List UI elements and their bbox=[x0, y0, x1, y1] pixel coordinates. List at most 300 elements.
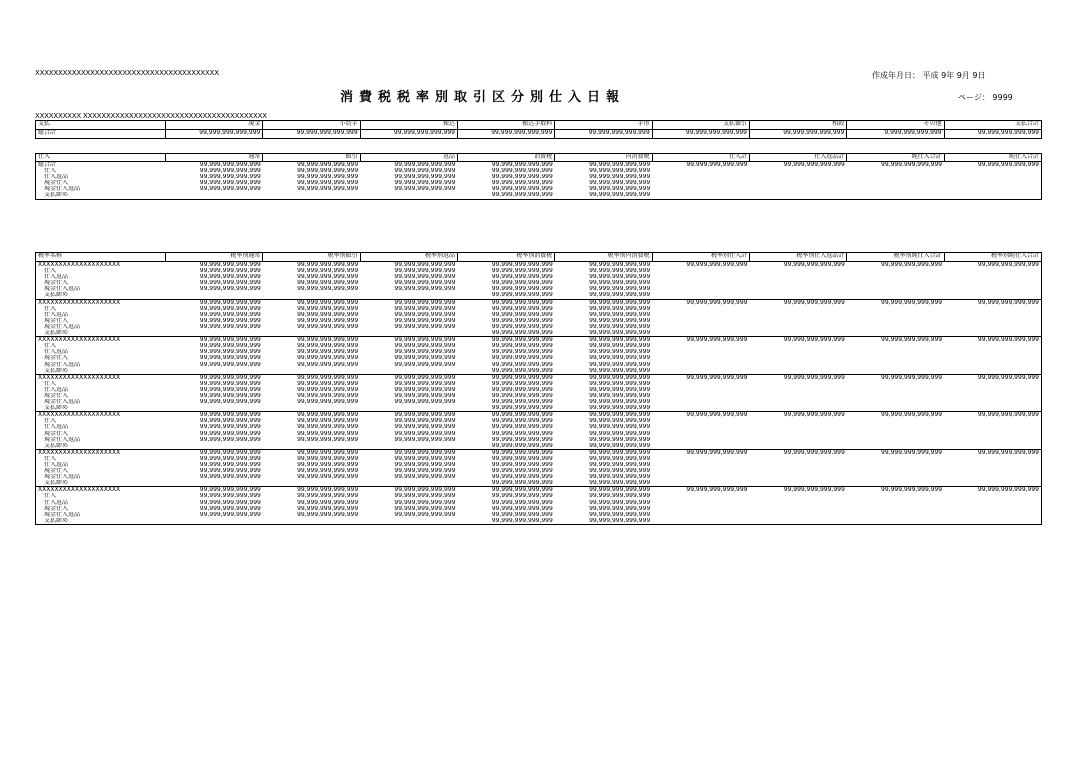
table-cell: 99,999,999,999,999 bbox=[491, 161, 553, 168]
table-cell: 99,999,999,999,999 bbox=[589, 280, 651, 287]
table-cell: 99,999,999,999,999 bbox=[686, 261, 748, 268]
table-cell: 99,999,999,999,999 bbox=[491, 268, 553, 275]
table-cell: 99,999,999,999,999 bbox=[491, 474, 553, 481]
table-cell: 99,999,999,999,999 bbox=[589, 286, 651, 293]
empty-cell bbox=[847, 330, 944, 337]
table-cell: 99,999,999,999,999 bbox=[491, 192, 553, 199]
table-cell: 99,999,999,999,999 bbox=[263, 130, 360, 139]
table-cell: 99,999,999,999,999 bbox=[394, 323, 456, 330]
empty-cell bbox=[944, 405, 1041, 412]
table-cell: 99,999,999,999,999 bbox=[491, 493, 553, 500]
table-cell: 99,999,999,999,999 bbox=[491, 330, 553, 337]
column-header: 振込 bbox=[360, 121, 457, 130]
table-cell: 99,999,999,999,999 bbox=[360, 337, 457, 344]
row-label: 現金仕入返品 bbox=[44, 436, 81, 443]
table-cell: 99,999,999,999,999 bbox=[491, 480, 553, 487]
table-cell: 99,999,999,999,999 bbox=[166, 449, 263, 456]
table-cell: 99,999,999,999,999 bbox=[589, 361, 651, 368]
table-cell: 99,999,999,999,999 bbox=[297, 186, 359, 193]
row-label: 現金仕入返品 bbox=[44, 361, 81, 368]
table-cell bbox=[166, 480, 263, 487]
table-cell: 99,999,999,999,999 bbox=[297, 280, 359, 287]
table-cell: 99,999,999,999,999 bbox=[589, 405, 651, 412]
column-header: 小切手 bbox=[263, 121, 360, 130]
row-label: 仕入返品 bbox=[44, 499, 69, 506]
row-label: 仕入 bbox=[44, 418, 57, 425]
table-cell: 99,999,999,999,999 bbox=[263, 487, 360, 494]
table-cell: 99,999,999,999,999 bbox=[783, 161, 845, 168]
created-date-label: 作成年月日： bbox=[872, 71, 920, 80]
empty-cell bbox=[847, 405, 944, 412]
table-cell: 99,999,999,999,999 bbox=[199, 305, 261, 312]
empty-cell bbox=[944, 480, 1041, 487]
empty-cell bbox=[944, 292, 1041, 299]
row-label: 支払締め bbox=[44, 367, 69, 374]
table-cell: 99,999,999,999,999 bbox=[394, 392, 456, 399]
table-cell: 99,999,999,999,999 bbox=[589, 367, 651, 374]
table-cell: 99,999,999,999,999 bbox=[394, 430, 456, 437]
row-label: 現金仕入 bbox=[44, 505, 69, 512]
table-cell: 99,999,999,999,999 bbox=[491, 468, 553, 475]
table-cell: 99,999,999,999,999 bbox=[589, 174, 651, 181]
empty-cell bbox=[847, 368, 944, 375]
payment-total-row bbox=[36, 130, 1042, 139]
table-cell: 99,999,999,999,999 bbox=[297, 268, 359, 275]
tax-group-row bbox=[36, 374, 1042, 381]
table-cell bbox=[166, 368, 263, 375]
table-cell: 99,999,999,999,999 bbox=[589, 505, 651, 512]
table-cell: 99,999,999,999,999 bbox=[394, 161, 456, 168]
tax-detail-row bbox=[36, 480, 1042, 487]
table-cell: 99,999,999,999,999 bbox=[360, 374, 457, 381]
table-cell: 99,999,999,999,999 bbox=[944, 374, 1041, 381]
table-cell bbox=[166, 405, 263, 412]
row-label: 現金仕入 bbox=[44, 468, 69, 475]
column-header: 税率別値引 bbox=[263, 253, 360, 262]
table-cell: 99,999,999,999,999 bbox=[555, 130, 652, 139]
table-cell: 99,999,999,999,999 bbox=[394, 455, 456, 462]
table-cell bbox=[166, 443, 263, 450]
table-cell: 99,999,999,999,999 bbox=[847, 374, 944, 381]
table-cell: 99,999,999,999,999 bbox=[589, 343, 651, 350]
table-cell: 99,999,999,999,999 bbox=[199, 468, 261, 475]
row-label: 仕入 bbox=[44, 455, 57, 462]
table-cell: 99,999,999,999,999 bbox=[199, 499, 261, 506]
table-cell: 99,999,999,999,999 bbox=[394, 274, 456, 281]
table-cell: 99,999,999,999,999 bbox=[394, 399, 456, 406]
table-cell: 99,999,999,999,999 bbox=[491, 380, 553, 387]
page-number bbox=[958, 92, 1013, 103]
table-cell: 99,999,999,999,999 bbox=[491, 292, 553, 299]
row-label: 仕入 bbox=[44, 268, 57, 275]
tax-detail-row bbox=[36, 443, 1042, 450]
table-cell: 99,999,999,999,999 bbox=[847, 412, 944, 419]
table-cell: 99,999,999,999,999 bbox=[394, 349, 456, 356]
row-label: 支払締め bbox=[44, 330, 69, 337]
row-label: 仕入返品 bbox=[44, 311, 69, 318]
table-cell: 99,999,999,999,999 bbox=[297, 511, 359, 518]
empty-cell bbox=[847, 192, 944, 199]
table-cell: 99,999,999,999,999 bbox=[457, 299, 554, 306]
table-cell: 99,999,999,999,999 bbox=[297, 161, 359, 168]
tax-rate-table bbox=[35, 252, 1042, 525]
column-header: 返品 bbox=[360, 154, 457, 162]
table-cell: 99,999,999,999,999 bbox=[589, 161, 651, 168]
page-number-value: 9999 bbox=[992, 93, 1013, 102]
table-cell: 99,999,999,999,999 bbox=[589, 386, 651, 393]
column-header: 税率別消費税 bbox=[457, 253, 554, 262]
table-cell: 99,999,999,999,999 bbox=[457, 130, 554, 139]
table-cell: 99,999,999,999,999 bbox=[394, 286, 456, 293]
purchase-header-row bbox=[36, 154, 1042, 162]
table-cell: 99,999,999,999,999 bbox=[199, 311, 261, 318]
table-cell bbox=[166, 292, 263, 299]
row-label: 仕入返品 bbox=[44, 462, 69, 468]
empty-cell bbox=[847, 518, 944, 525]
tax-rate-name: XXXXXXXXXXXXXXXXXXXX bbox=[36, 337, 166, 344]
table-cell: 99,999,999,999,999 bbox=[199, 355, 261, 362]
table-cell: 99,999,999,999,999 bbox=[394, 511, 456, 518]
table-cell: 99,999,999,999,999 bbox=[394, 180, 456, 187]
row-label: 現金仕入返品 bbox=[44, 186, 81, 193]
table-cell: 99,999,999,999,999 bbox=[199, 323, 261, 330]
row-label: 総合計 bbox=[38, 161, 57, 168]
table-cell: 99,999,999,999,999 bbox=[297, 505, 359, 512]
empty-cell bbox=[944, 368, 1041, 375]
empty-cell bbox=[652, 443, 749, 450]
table-cell: 99,999,999,999,999 bbox=[847, 449, 944, 456]
table-cell: 99,999,999,999,999 bbox=[749, 412, 846, 419]
column-header: 消費税 bbox=[457, 154, 554, 162]
row-label: 仕入 bbox=[44, 305, 57, 312]
row-label: 仕入返品 bbox=[44, 274, 69, 281]
tax-detail-row bbox=[36, 292, 1042, 299]
table-cell: 99,999,999,999,999 bbox=[199, 361, 261, 368]
table-cell: 99,999,999,999,999 bbox=[457, 412, 554, 419]
empty-cell bbox=[652, 405, 749, 412]
table-cell: 99,999,999,999,999 bbox=[199, 280, 261, 287]
column-header: 値引 bbox=[263, 154, 360, 162]
table-cell: 99,999,999,999,999 bbox=[944, 299, 1041, 306]
table-cell: 99,999,999,999,999 bbox=[589, 493, 651, 500]
table-cell bbox=[263, 480, 360, 487]
table-cell: 99,999,999,999,999 bbox=[457, 449, 554, 456]
row-label: 現金仕入返品 bbox=[44, 511, 81, 518]
table-cell: 99,999,999,999,999 bbox=[394, 468, 456, 475]
column-header: 税率別純仕入合計 bbox=[847, 253, 944, 262]
table-cell: 99,999,999,999,999 bbox=[199, 268, 261, 275]
row-label: 仕入 bbox=[44, 380, 57, 387]
table-cell: 99,999,999,999,999 bbox=[491, 311, 553, 318]
table-cell: 99,999,999,999,999 bbox=[491, 505, 553, 512]
table-cell: 99,999,999,999,999 bbox=[297, 343, 359, 350]
table-cell: 99,999,999,999,999 bbox=[394, 174, 456, 181]
table-cell: 99,999,999,999,999 bbox=[394, 280, 456, 287]
table-cell: 99,999,999,999,999 bbox=[555, 449, 652, 456]
table-cell: 99,999,999,999,999 bbox=[297, 274, 359, 281]
table-cell: 99,999,999,999,999 bbox=[589, 455, 651, 462]
tax-group-row bbox=[36, 299, 1042, 306]
row-label: 現金仕入返品 bbox=[44, 474, 81, 481]
column-header: その他 bbox=[847, 121, 944, 130]
table-cell: 99,999,999,999,999 bbox=[199, 274, 261, 281]
column-header: 税率名称 bbox=[36, 253, 166, 262]
row-label: 現金仕入 bbox=[44, 355, 69, 362]
row-label: 仕入返品 bbox=[44, 349, 69, 356]
table-cell: 99,999,999,999,999 bbox=[297, 430, 359, 437]
row-label: 仕入返品 bbox=[44, 174, 69, 181]
table-cell: 99,999,999,999,999 bbox=[297, 305, 359, 312]
table-cell: 99,999,999,999,999 bbox=[199, 168, 261, 175]
table-cell: 99,999,999,999,999 bbox=[491, 424, 553, 431]
purchase-detail-row bbox=[36, 192, 1042, 199]
table-cell: 99,999,999,999,999 bbox=[491, 367, 553, 374]
table-cell: 99,999,999,999,999 bbox=[394, 499, 456, 506]
tax-rate-name: XXXXXXXXXXXXXXXXXXXX bbox=[36, 374, 166, 381]
tax-rate-name: XXXXXXXXXXXXXXXXXXXX bbox=[38, 261, 121, 268]
table-cell bbox=[360, 292, 457, 299]
table-cell: 99,999,999,999,999 bbox=[555, 374, 652, 381]
table-cell: 99,999,999,999,999 bbox=[297, 180, 359, 187]
table-cell: 99,999,999,999,999 bbox=[199, 380, 261, 387]
table-cell bbox=[263, 330, 360, 337]
table-cell: 99,999,999,999,999 bbox=[394, 343, 456, 350]
row-label: 仕入 bbox=[44, 168, 57, 175]
empty-cell bbox=[944, 443, 1041, 450]
table-cell: 99,999,999,999,999 bbox=[297, 174, 359, 181]
table-cell bbox=[263, 443, 360, 450]
table-cell: 99,999,999,999,999 bbox=[263, 449, 360, 456]
row-label: 現金仕入 bbox=[44, 317, 69, 324]
table-cell: 99,999,999,999,999 bbox=[652, 299, 749, 306]
tax-group-row bbox=[36, 412, 1042, 419]
table-cell: 99,999,999,999,999 bbox=[589, 317, 651, 324]
column-header: 税率別通常 bbox=[166, 253, 263, 262]
table-cell: 99,999,999,999,999 bbox=[297, 399, 359, 406]
empty-cell bbox=[749, 518, 846, 525]
empty-cell bbox=[652, 518, 749, 525]
tax-detail-row bbox=[36, 330, 1042, 337]
table-cell: 99,999,999,999,999 bbox=[394, 386, 456, 393]
table-cell: 99,999,999,999,999 bbox=[199, 430, 261, 437]
table-cell bbox=[360, 480, 457, 487]
column-header: 手形 bbox=[555, 121, 652, 130]
empty-cell bbox=[749, 330, 846, 337]
table-cell: 99,999,999,999,999 bbox=[394, 418, 456, 425]
table-cell bbox=[360, 330, 457, 337]
column-header: 内消費税 bbox=[555, 154, 652, 162]
table-cell: 99,999,999,999,999 bbox=[199, 474, 261, 481]
table-cell bbox=[360, 192, 457, 199]
table-cell bbox=[166, 330, 263, 337]
table-cell: 99,999,999,999,999 bbox=[944, 130, 1041, 139]
table-cell: 99,999,999,999,999 bbox=[394, 317, 456, 324]
table-cell: 99,999,999,999,999 bbox=[394, 186, 456, 193]
column-header: 税率別返品 bbox=[360, 253, 457, 262]
table-cell: 99,999,999,999,999 bbox=[749, 449, 846, 456]
table-cell: 99,999,999,999,999 bbox=[589, 349, 651, 356]
column-header: 仕入 bbox=[36, 154, 166, 162]
table-cell: 99,999,999,999,999 bbox=[589, 442, 651, 449]
row-label: 支払締め bbox=[44, 442, 69, 449]
column-header: 振込手数料 bbox=[457, 121, 554, 130]
table-cell: 99,999,999,999,999 bbox=[589, 274, 651, 281]
column-header: 現金 bbox=[166, 121, 263, 130]
table-cell: 99,999,999,999,999 bbox=[491, 168, 553, 175]
tax-detail-row bbox=[36, 405, 1042, 412]
table-cell: 99,999,999,999,999 bbox=[199, 349, 261, 356]
tax-rate-name: XXXXXXXXXXXXXXXXXXXX bbox=[36, 412, 166, 419]
table-cell: 99,999,999,999,999 bbox=[783, 261, 845, 268]
table-cell: 99,999,999,999,999 bbox=[491, 323, 553, 330]
row-label: 支払締め bbox=[44, 405, 69, 412]
table-cell: 99,999,999,999,999 bbox=[589, 399, 651, 406]
table-cell: 99,999,999,999,999 bbox=[297, 380, 359, 387]
table-cell: 99,999,999,999,999 bbox=[199, 343, 261, 350]
row-label: 支払締め bbox=[44, 192, 69, 199]
table-cell: 99,999,999,999,999 bbox=[166, 374, 263, 381]
row-label: 仕入 bbox=[44, 343, 57, 350]
table-cell: 99,999,999,999,999 bbox=[297, 323, 359, 330]
table-cell: 99,999,999,999,999 bbox=[944, 412, 1041, 419]
table-cell: 99,999,999,999,999 bbox=[944, 449, 1041, 456]
empty-cell bbox=[944, 330, 1041, 337]
table-cell: 99,999,999,999,999 bbox=[297, 468, 359, 475]
table-cell: 99,999,999,999,999 bbox=[589, 268, 651, 275]
purchase-table bbox=[35, 153, 1042, 200]
table-cell: 99,999,999,999,999 bbox=[652, 487, 749, 494]
column-header: 支払 bbox=[36, 121, 166, 130]
column-header: 税率別内消費税 bbox=[555, 253, 652, 262]
table-cell: 99,999,999,999,999 bbox=[297, 311, 359, 318]
row-label: 総合計 bbox=[38, 129, 57, 136]
table-cell: 99,999,999,999,999 bbox=[652, 449, 749, 456]
table-cell bbox=[263, 518, 360, 525]
table-cell: 99,999,999,999,999 bbox=[589, 462, 651, 468]
table-cell: 99,999,999,999,999 bbox=[394, 355, 456, 362]
table-cell: 99,999,999,999,999 bbox=[652, 412, 749, 419]
table-cell: 99,999,999,999,999 bbox=[589, 499, 651, 506]
column-header: 税率別仕入返品計 bbox=[749, 253, 846, 262]
table-cell: 99,999,999,999,999 bbox=[199, 436, 261, 443]
tax-group-row bbox=[36, 449, 1042, 456]
table-cell: 99,999,999,999,999 bbox=[589, 468, 651, 475]
table-cell: 99,999,999,999,999 bbox=[555, 487, 652, 494]
table-cell: 99,999,999,999,999 bbox=[589, 511, 651, 518]
table-cell: 99,999,999,999,999 bbox=[881, 161, 943, 168]
table-cell: 99,999,999,999,999 bbox=[491, 455, 553, 462]
table-cell: 99,999,999,999,999 bbox=[491, 386, 553, 393]
table-cell: 99,999,999,999,999 bbox=[394, 424, 456, 431]
column-header: 相殺 bbox=[749, 121, 846, 130]
table-cell: 99,999,999,999,999 bbox=[394, 436, 456, 443]
table-cell: 99,999,999,999,999 bbox=[394, 305, 456, 312]
table-cell: 99,999,999,999,999 bbox=[199, 424, 261, 431]
table-cell: 99,999,999,999,999 bbox=[297, 286, 359, 293]
table-cell: 99,999,999,999,999 bbox=[589, 392, 651, 399]
table-cell: 99,999,999,999,999 bbox=[491, 286, 553, 293]
column-header: 仕入計 bbox=[652, 154, 749, 162]
table-cell: 99,999,999,999,999 bbox=[394, 261, 456, 268]
table-cell: 99,999,999,999,999 bbox=[589, 480, 651, 487]
empty-cell bbox=[652, 480, 749, 487]
created-date bbox=[872, 70, 985, 81]
table-cell: 99,999,999,999,999 bbox=[199, 505, 261, 512]
empty-cell bbox=[847, 480, 944, 487]
table-cell: 99,999,999,999,999 bbox=[199, 317, 261, 324]
row-label: 仕入返品 bbox=[44, 386, 69, 393]
tax-rate-name: XXXXXXXXXXXXXXXXXXXX bbox=[36, 299, 166, 306]
table-cell: 99,999,999,999,999 bbox=[491, 349, 553, 356]
table-cell: 99,999,999,999,999 bbox=[199, 386, 261, 393]
table-cell: 99,999,999,999,999 bbox=[457, 374, 554, 381]
empty-cell bbox=[652, 368, 749, 375]
table-cell: 99,999,999,999,999 bbox=[749, 374, 846, 381]
row-label: 現金仕入返品 bbox=[44, 323, 81, 330]
table-cell bbox=[360, 405, 457, 412]
table-cell: 99,999,999,999,999 bbox=[394, 462, 456, 468]
table-cell: 99,999,999,999,999 bbox=[491, 361, 553, 368]
table-cell: 99,999,999,999,999 bbox=[199, 286, 261, 293]
table-cell: 99,999,999,999,999 bbox=[297, 168, 359, 175]
payment-header-row bbox=[36, 121, 1042, 130]
table-cell bbox=[263, 368, 360, 375]
table-cell: 99,999,999,999,999 bbox=[199, 161, 261, 168]
table-cell: 99,999,999,999,999 bbox=[749, 487, 846, 494]
empty-cell bbox=[749, 480, 846, 487]
table-cell: 99,999,999,999,999 bbox=[589, 261, 651, 268]
table-cell: 99,999,999,999,999 bbox=[491, 499, 553, 506]
table-cell bbox=[166, 518, 263, 525]
row-label: 仕入返品 bbox=[44, 424, 69, 431]
tax-group-row bbox=[36, 487, 1042, 494]
column-header: 税率別仕入計 bbox=[652, 253, 749, 262]
table-cell: 99,999,999,999,999 bbox=[394, 380, 456, 387]
table-cell bbox=[360, 368, 457, 375]
table-cell: 99,999,999,999,999 bbox=[491, 317, 553, 324]
table-cell: 99,999,999,999,999 bbox=[360, 487, 457, 494]
table-cell: 99,999,999,999,999 bbox=[589, 517, 651, 524]
table-cell bbox=[263, 405, 360, 412]
table-cell: 99,999,999,999,999 bbox=[263, 299, 360, 306]
table-cell: 99,999,999,999,999 bbox=[297, 455, 359, 462]
table-cell: 99,999,999,999,999 bbox=[589, 323, 651, 330]
row-label: 現金仕入 bbox=[44, 180, 69, 187]
row-label: 現金仕入返品 bbox=[44, 399, 81, 406]
table-cell: 99,999,999,999,999 bbox=[847, 337, 944, 344]
table-cell: 99,999,999,999,999 bbox=[944, 337, 1041, 344]
table-cell: 99,999,999,999,999 bbox=[589, 192, 651, 199]
table-cell: 99,999,999,999,999 bbox=[360, 299, 457, 306]
row-label: 現金仕入 bbox=[44, 280, 69, 287]
column-header: 支払合計 bbox=[944, 121, 1041, 130]
table-cell: 99,999,999,999,999 bbox=[491, 355, 553, 362]
table-cell bbox=[360, 518, 457, 525]
table-cell: 99,999,999,999,999 bbox=[749, 337, 846, 344]
table-cell: 99,999,999,999,999 bbox=[749, 130, 846, 139]
column-header: 純仕入合計 bbox=[847, 154, 944, 162]
table-cell: 99,999,999,999,999 bbox=[297, 261, 359, 268]
table-cell: 99,999,999,999,999 bbox=[297, 392, 359, 399]
empty-cell bbox=[652, 330, 749, 337]
table-cell: 99,999,999,999,999 bbox=[297, 424, 359, 431]
table-cell: 99,999,999,999,999 bbox=[297, 361, 359, 368]
row-label: 支払締め bbox=[44, 292, 69, 299]
table-cell: 99,999,999,999,999 bbox=[394, 493, 456, 500]
table-cell: 99,999,999,999,999 bbox=[491, 174, 553, 181]
row-label: 現金仕入 bbox=[44, 430, 69, 437]
tax-group-row bbox=[36, 262, 1042, 269]
